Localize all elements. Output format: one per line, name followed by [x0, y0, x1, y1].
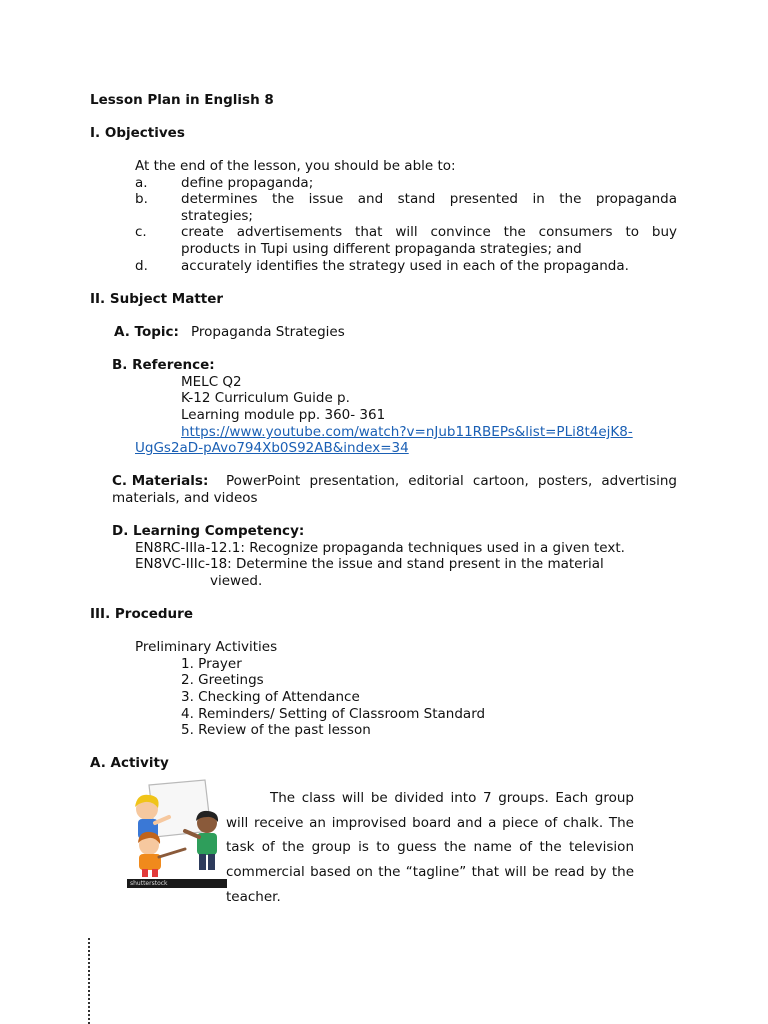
competency-item: EN8VC-IIIc-18: Determine the issue and stand present in the material — [135, 556, 604, 572]
materials-label: C. Materials: — [112, 473, 209, 489]
preliminary-item: 4. Reminders/ Setting of Classroom Standard — [181, 706, 486, 722]
reference-item: Learning module pp. 360- 361 — [181, 407, 386, 423]
subject-matter-heading: II. Subject Matter — [90, 291, 224, 307]
activity-line: task of the group is to guess the name of the television — [226, 839, 634, 856]
activity-heading: A. Activity — [90, 755, 169, 771]
objective-text: create advertisements that will convince the consumers to buy — [181, 224, 677, 240]
preliminary-activities-label: Preliminary Activities — [135, 639, 278, 655]
objective-text: products in Tupi using different propaganda strategies; and — [181, 241, 582, 257]
objective-text: define propaganda; — [181, 175, 314, 191]
preliminary-item: 1. Prayer — [181, 656, 242, 672]
preliminary-item: 2. Greetings — [181, 672, 264, 688]
reference-item: K-12 Curriculum Guide p. — [181, 390, 350, 406]
clipart-credit: shutterstock — [130, 880, 168, 887]
activity-line: teacher. — [226, 888, 281, 905]
materials-text: PowerPoint presentation, editorial cartoon, posters, advertising — [226, 473, 677, 489]
kids-clipart-image — [127, 779, 227, 889]
objective-letter: d. — [135, 258, 148, 274]
activity-line: commercial based on the “tagline” that will be read by the — [226, 864, 634, 881]
objective-text: strategies; — [181, 208, 253, 224]
competency-item: EN8RC-IIIa-12.1: Recognize propaganda techniques used in a given text. — [135, 540, 625, 556]
materials-text-continued: materials, and videos — [112, 490, 258, 506]
objectives-heading: I. Objectives — [90, 125, 185, 141]
objective-letter: c. — [135, 224, 147, 240]
reference-item: MELC Q2 — [181, 374, 242, 390]
activity-paragraph — [226, 786, 634, 910]
margin-dotted-line — [88, 938, 90, 1024]
objective-text: determines the issue and stand presented in the propaganda — [181, 191, 677, 207]
procedure-heading: III. Procedure — [90, 606, 193, 622]
topic-label: A. Topic: — [114, 324, 179, 340]
reference-link-continued[interactable]: UgGs2aD-pAvo794Xb0S92AB&index=34 — [135, 440, 409, 456]
objectives-intro: At the end of the lesson, you should be able to: — [135, 158, 456, 174]
objective-letter: b. — [135, 191, 148, 207]
competency-label: D. Learning Competency: — [112, 523, 305, 539]
reference-link[interactable]: https://www.youtube.com/watch?v=nJub11RBEPs&list=PLi8t4ejK8- — [181, 424, 633, 440]
activity-line: will receive an improvised board and a piece of chalk. The — [226, 814, 634, 831]
preliminary-item: 5. Review of the past lesson — [181, 722, 371, 738]
competency-item-continued: viewed. — [210, 573, 263, 589]
kids-with-board-illustration — [127, 779, 227, 889]
topic-value: Propaganda Strategies — [191, 324, 345, 340]
document-title: Lesson Plan in English 8 — [90, 92, 274, 108]
objective-text: accurately identifies the strategy used in each of the propaganda. — [181, 258, 629, 274]
objective-letter: a. — [135, 175, 148, 191]
reference-label: B. Reference: — [112, 357, 215, 373]
preliminary-item: 3. Checking of Attendance — [181, 689, 360, 705]
activity-line: The class will be divided into 7 groups. Each group — [270, 790, 634, 806]
